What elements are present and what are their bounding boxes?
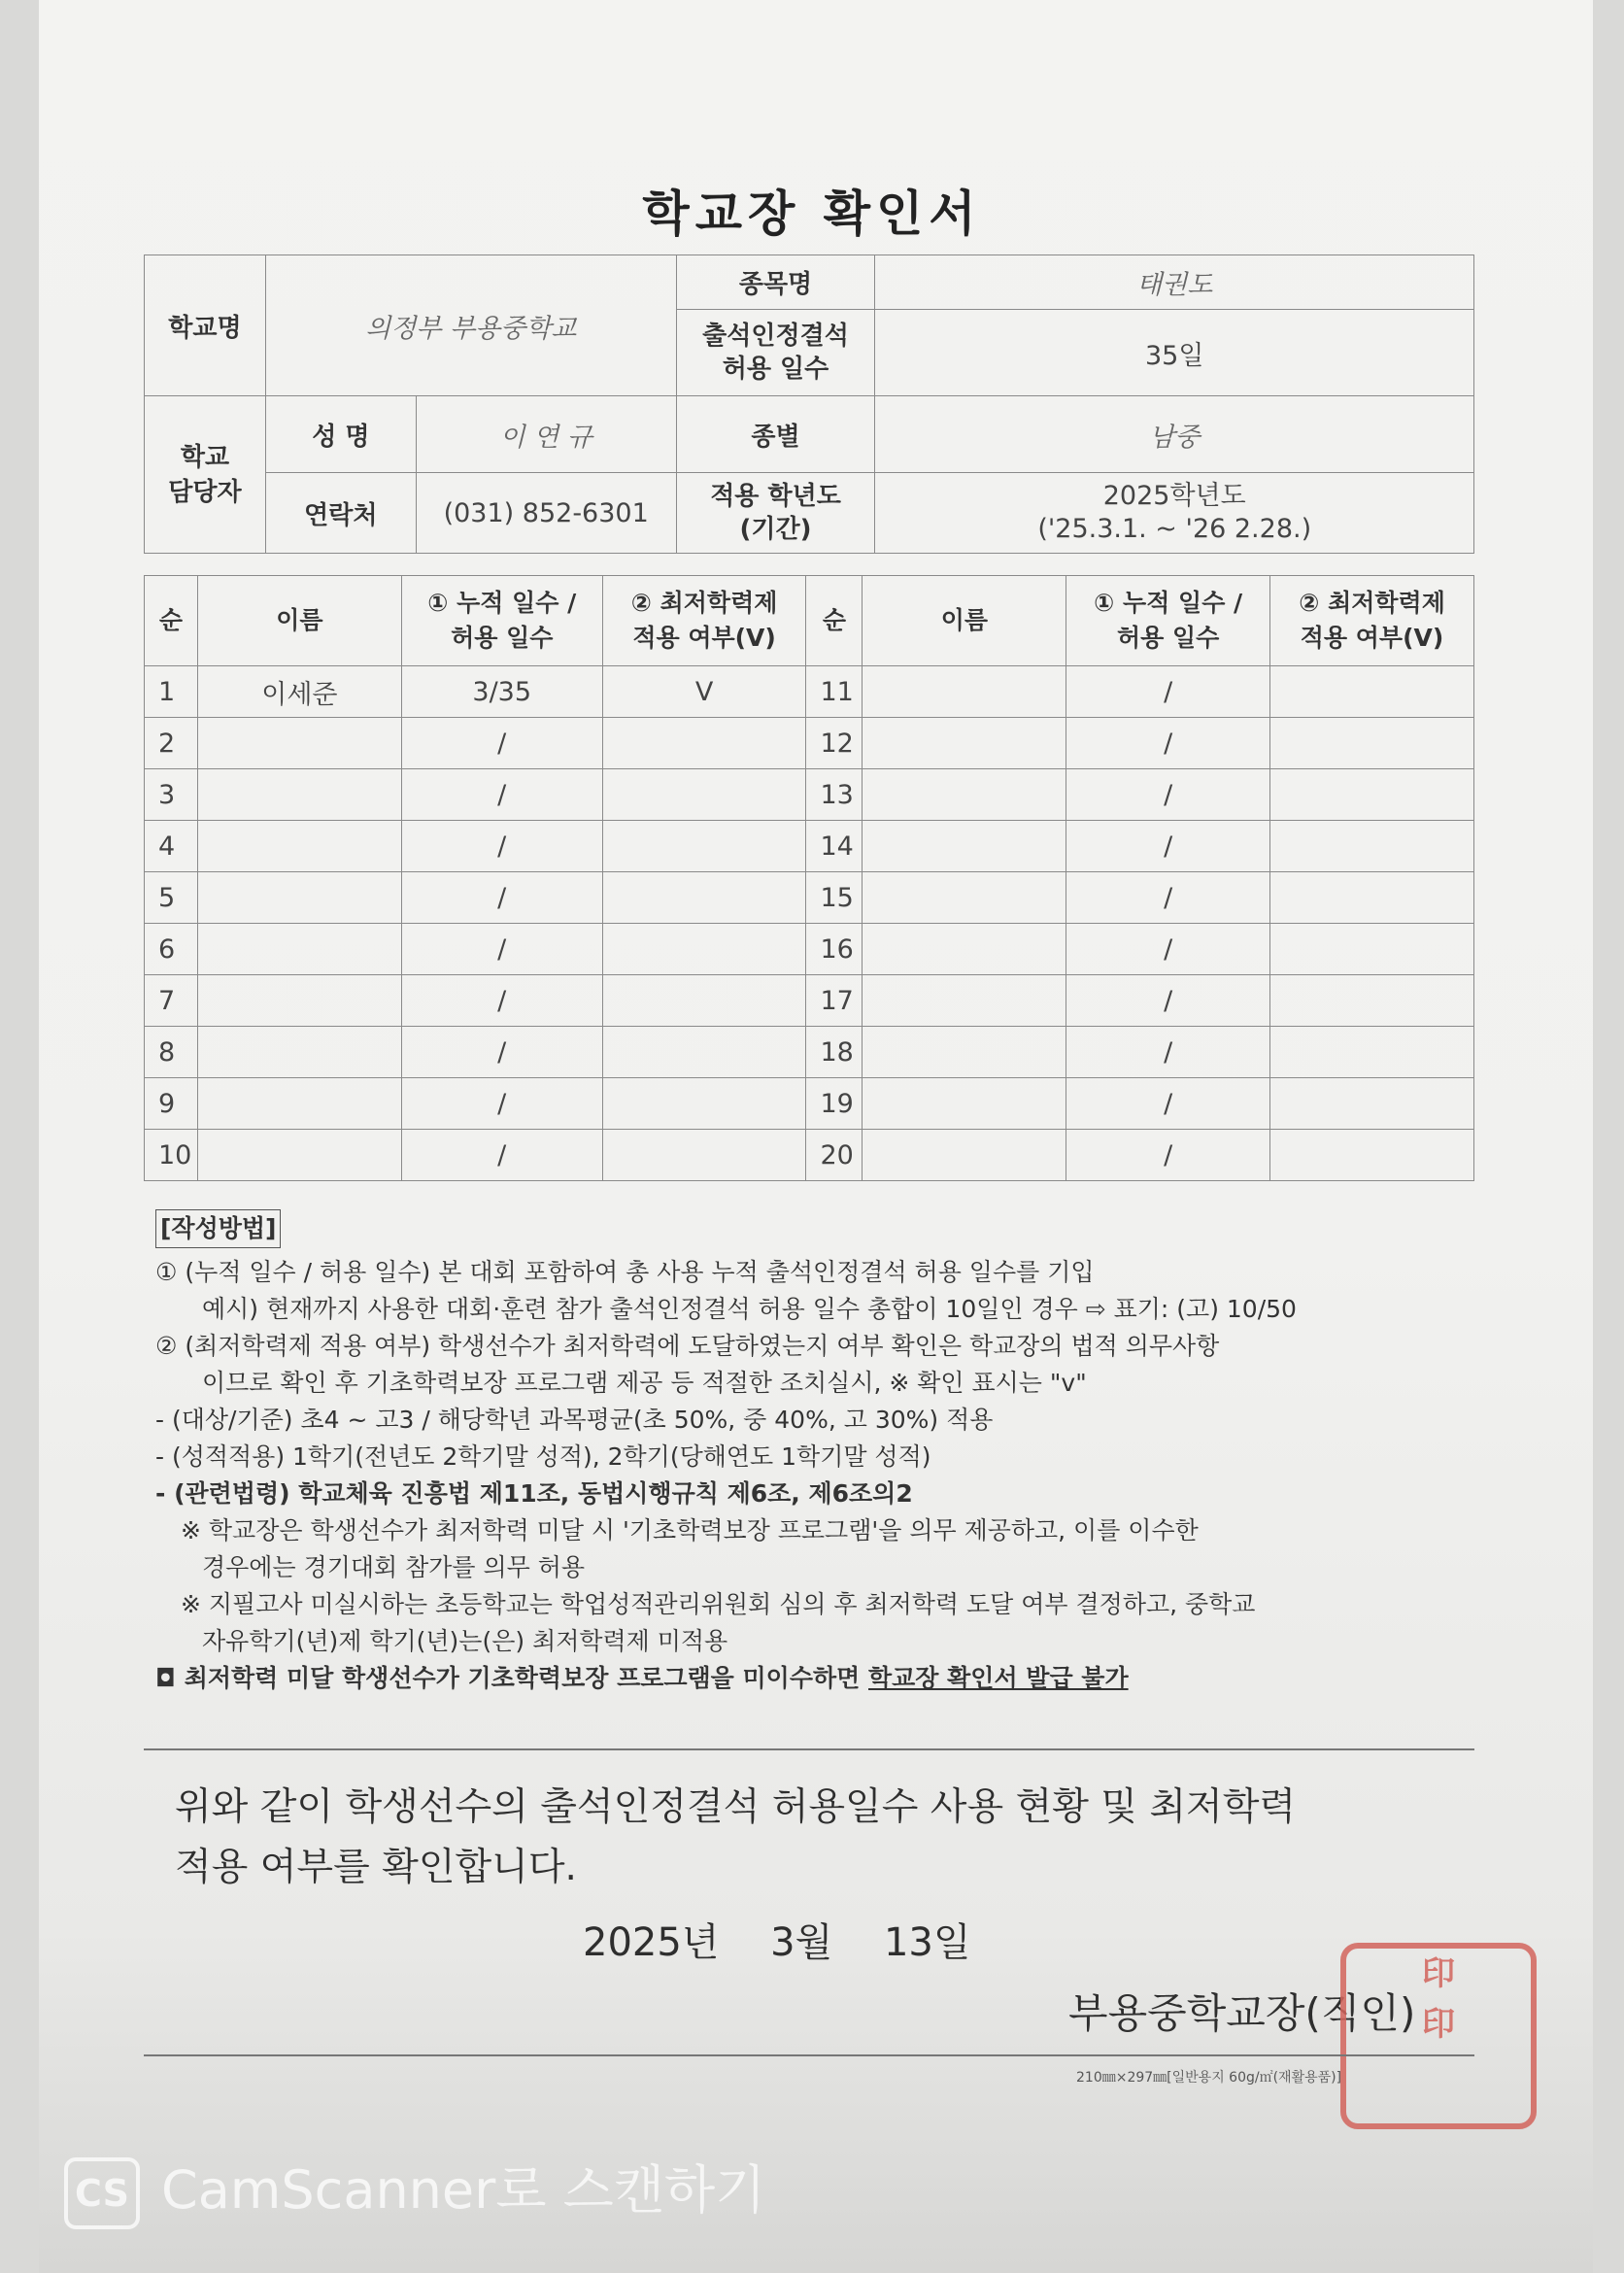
cell-name [863, 1078, 1066, 1130]
cell-days: / [401, 1130, 602, 1181]
cell-min [602, 769, 806, 821]
cell-min [1270, 718, 1474, 769]
camscanner-watermark [64, 2149, 765, 2229]
allowed-days-label: 출석인정결석 허용 일수 [676, 310, 875, 396]
cell-no: 3 [145, 769, 198, 821]
cell-min [1270, 872, 1474, 924]
cell-min [602, 975, 806, 1027]
cell-min: V [602, 666, 806, 718]
col-name: 이름 [197, 576, 401, 666]
divider-top [144, 1748, 1474, 1750]
table-row [145, 821, 1474, 872]
cell-days: / [401, 769, 602, 821]
note-2-cont: 이므로 확인 후 기초학력보장 프로그램 제공 등 적절한 조치실시, ※ 확인 표시는 "v" [202, 1369, 1087, 1397]
cell-days: / [401, 1078, 602, 1130]
cell-name [863, 924, 1066, 975]
cell-no: 16 [806, 924, 863, 975]
col-min: ② 최저학력제 적용 여부(V) [602, 576, 806, 666]
cell-days: / [401, 718, 602, 769]
col-name-2: 이름 [863, 576, 1066, 666]
cell-name [863, 769, 1066, 821]
cell-no: 11 [806, 666, 863, 718]
cell-days: / [401, 872, 602, 924]
cell-days: / [401, 924, 602, 975]
cell-days: / [401, 1027, 602, 1078]
cell-no: 10 [145, 1130, 198, 1181]
cell-days: / [1066, 718, 1270, 769]
cell-name [863, 1130, 1066, 1181]
cell-min [1270, 769, 1474, 821]
note-1-example: 예시) 현재까지 사용한 대회·훈련 참가 출석인정결석 허용 일수 총합이 10일인 경우 ⇨ 표기: (고) 10/50 [202, 1295, 1297, 1323]
table-row [145, 872, 1474, 924]
year-value: 2025학년도 ('25.3.1. ~ '26 2.28.) [875, 473, 1474, 554]
cell-min [602, 1027, 806, 1078]
instructions-heading: [작성방법] [155, 1209, 281, 1248]
note-2: ② (최저학력제 적용 여부) 학생선수가 최저학력에 도달하였는지 여부 확인은 학교장의 법적 의무사항 [155, 1332, 1220, 1360]
cell-min [602, 821, 806, 872]
cell-no: 1 [145, 666, 198, 718]
cell-min [1270, 1027, 1474, 1078]
cell-days: / [401, 821, 602, 872]
cell-no: 13 [806, 769, 863, 821]
cell-days: / [1066, 1027, 1270, 1078]
note-1: ① (누적 일수 / 허용 일수) 본 대회 포함하여 총 사용 누적 출석인정결석 허용 일수를 기입 [155, 1258, 1095, 1286]
note-grades: - (성적적용) 1학기(전년도 2학기말 성적), 2학기(당해연도 1학기말 성적) [155, 1442, 931, 1471]
divider-bottom [144, 2054, 1474, 2056]
header-table [144, 254, 1474, 554]
cell-min [1270, 1130, 1474, 1181]
cell-name [863, 666, 1066, 718]
table-row [145, 1130, 1474, 1181]
manager-label: 학교 담당자 [145, 396, 266, 554]
camscanner-logo-icon: CS [64, 2157, 140, 2229]
cell-no: 12 [806, 718, 863, 769]
cell-days: / [1066, 924, 1270, 975]
year-label: 적용 학년도 (기간) [676, 473, 875, 554]
camscanner-text: CamScanner로 스캔하기 [161, 2159, 766, 2221]
cell-min [1270, 666, 1474, 718]
cell-no: 14 [806, 821, 863, 872]
col-no: 순 [145, 576, 198, 666]
cell-no: 15 [806, 872, 863, 924]
cell-name [197, 872, 401, 924]
cell-days: / [1066, 821, 1270, 872]
cell-no: 5 [145, 872, 198, 924]
note-principal-cont: 경우에는 경기대회 참가를 의무 허용 [202, 1553, 586, 1581]
school-label: 학교명 [145, 255, 266, 396]
final-warning: ◘ 최저학력 미달 학생선수가 기초학력보장 프로그램을 미이수하면 학교장 확인서 발급 불가 [155, 1664, 1129, 1692]
paper-spec: 210㎜×297㎜[일반용지 60g/㎡(재활용품)] [1076, 2070, 1342, 2086]
col-no-2: 순 [806, 576, 863, 666]
cell-days: / [1066, 975, 1270, 1027]
note-elementary: ※ 지필고사 미실시하는 초등학교는 학업성적관리위원회 심의 후 최저학력 도달 여부 결정하고, 중학교 [181, 1590, 1256, 1618]
sport-label: 종목명 [676, 255, 875, 310]
type-label: 종별 [676, 396, 875, 473]
col-min-2: ② 최저학력제 적용 여부(V) [1270, 576, 1474, 666]
cell-name [863, 821, 1066, 872]
cell-min [602, 1078, 806, 1130]
note-law: - (관련법령) 학교체육 진흥법 제11조, 동법시행규칙 제6조, 제6조의2 [155, 1479, 913, 1508]
cell-name [863, 975, 1066, 1027]
cell-name [197, 1078, 401, 1130]
cell-no: 8 [145, 1027, 198, 1078]
cell-name [197, 924, 401, 975]
cell-min [602, 872, 806, 924]
page-title: 학교장 확인서 [642, 186, 982, 242]
cell-min [602, 1130, 806, 1181]
cell-days: / [1066, 1130, 1270, 1181]
cell-no: 18 [806, 1027, 863, 1078]
instructions-section [155, 1209, 1476, 1697]
cell-min [1270, 1078, 1474, 1130]
table-header-row [145, 576, 1474, 666]
cell-no: 4 [145, 821, 198, 872]
cell-no: 9 [145, 1078, 198, 1130]
cell-no: 7 [145, 975, 198, 1027]
school-value: 의정부 부용중학교 [265, 255, 676, 396]
cell-name [197, 718, 401, 769]
student-table [144, 575, 1474, 1181]
cell-no: 6 [145, 924, 198, 975]
cell-days: / [1066, 769, 1270, 821]
type-value: 남중 [875, 396, 1474, 473]
cell-name [863, 1027, 1066, 1078]
cell-no: 19 [806, 1078, 863, 1130]
cell-min [1270, 924, 1474, 975]
table-row [145, 1078, 1474, 1130]
cell-min [602, 924, 806, 975]
contact-value: (031) 852-6301 [416, 473, 676, 554]
note-target: - (대상/기준) 초4 ~ 고3 / 해당학년 과목평균(초 50%, 중 40%, 고 30%) 적용 [155, 1406, 994, 1434]
confirmation-text: 위와 같이 학생선수의 출석인정결석 허용일수 사용 현황 및 최저학력 적용 여부를 확인합니다. [175, 1785, 1297, 1889]
allowed-days-value: 35일 [875, 310, 1474, 396]
table-row [145, 1027, 1474, 1078]
cell-days: / [1066, 872, 1270, 924]
cell-min [1270, 821, 1474, 872]
name-value: 이 연 규 [416, 396, 676, 473]
principal-signature: 부용중학교장(직인) [1068, 1989, 1416, 2037]
note-elementary-cont: 자유학기(년)제 학기(년)는(은) 최저학력제 미적용 [202, 1627, 728, 1655]
table-row [145, 666, 1474, 718]
cell-min [602, 718, 806, 769]
cell-name [197, 1027, 401, 1078]
contact-label: 연락처 [265, 473, 416, 554]
note-principal: ※ 학교장은 학생선수가 최저학력 미달 시 '기초학력보장 프로그램'을 의무 제공하고, 이를 이수한 [181, 1516, 1199, 1544]
table-row [145, 975, 1474, 1027]
cell-name [863, 718, 1066, 769]
cell-name [197, 975, 401, 1027]
table-row [145, 924, 1474, 975]
sport-value: 태권도 [875, 255, 1474, 310]
cell-no: 17 [806, 975, 863, 1027]
cell-no: 2 [145, 718, 198, 769]
cell-days: / [1066, 666, 1270, 718]
cell-name [197, 1130, 401, 1181]
cell-min [1270, 975, 1474, 1027]
cell-days: / [401, 975, 602, 1027]
cell-days: / [1066, 1078, 1270, 1130]
issue-date: 2025년 3월 13일 [583, 1920, 971, 1965]
cell-name [197, 769, 401, 821]
table-row [145, 718, 1474, 769]
cell-no: 20 [806, 1130, 863, 1181]
name-label: 성 명 [265, 396, 416, 473]
table-row [145, 769, 1474, 821]
cell-name: 이세준 [197, 666, 401, 718]
col-days: ① 누적 일수 / 허용 일수 [401, 576, 602, 666]
col-days-2: ① 누적 일수 / 허용 일수 [1066, 576, 1270, 666]
cell-days: 3/35 [401, 666, 602, 718]
cell-name [863, 872, 1066, 924]
cell-name [197, 821, 401, 872]
official-seal-icon: 印 印 [1340, 1943, 1537, 2129]
